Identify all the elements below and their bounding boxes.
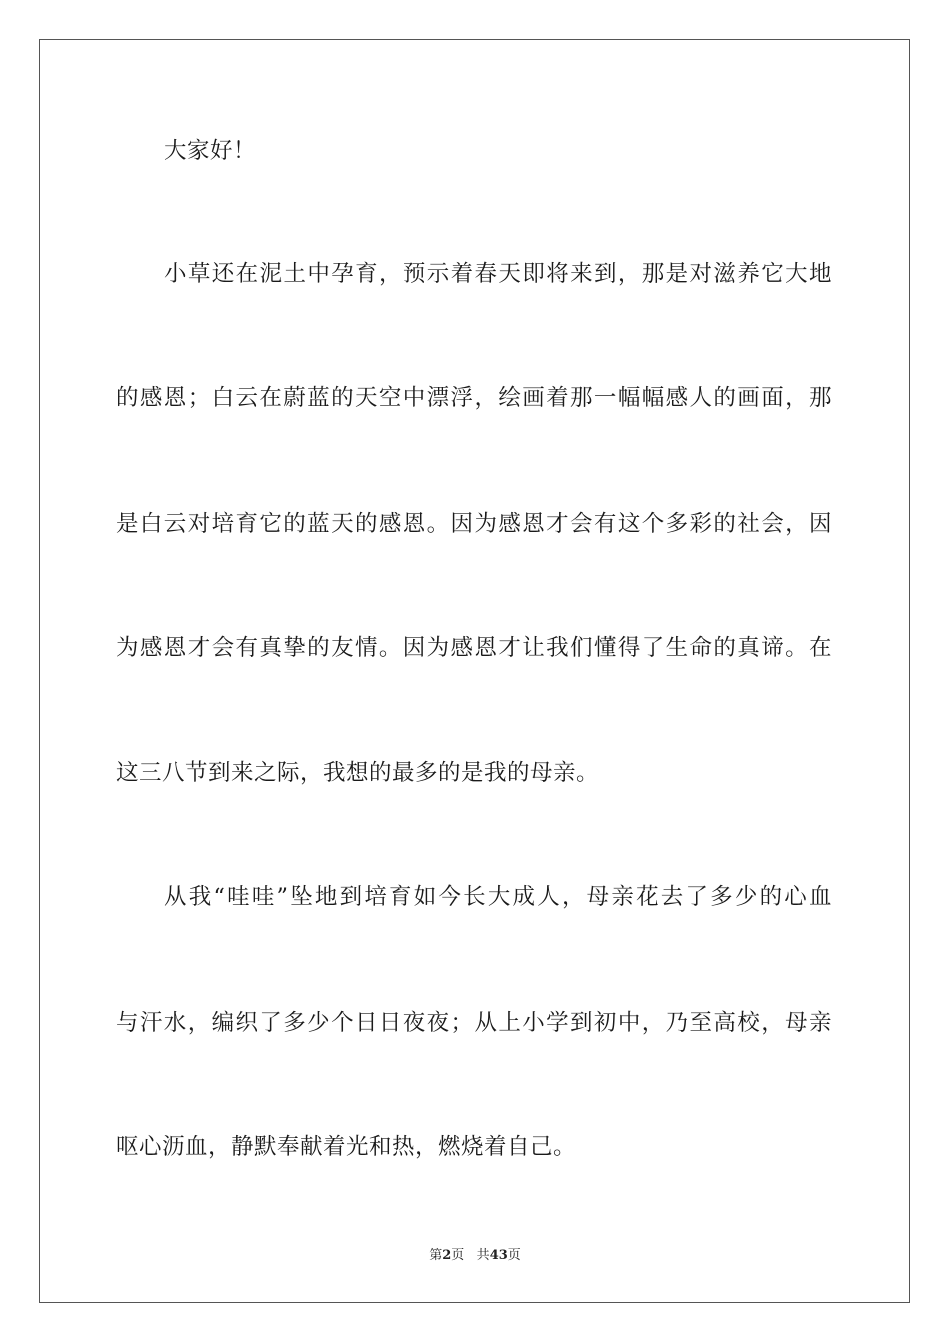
page-prefix: 第 — [429, 1248, 443, 1263]
paragraph-2-line-3: 呕心沥血，静默奉献着光和热，燃烧着自己。 — [116, 1134, 577, 1160]
paragraph-2-line-1: 从我“哇哇”坠地到培育如今长大成人，母亲花去了多少的心血 — [164, 884, 832, 910]
paragraph-2-line-2: 与汗水，编织了多少个日日夜夜；从上小学到初中，乃至高校，母亲 — [116, 1010, 832, 1036]
paragraph-1-line-3: 是白云对培育它的蓝天的感恩。因为感恩才会有这个多彩的社会，因 — [116, 511, 832, 537]
total-prefix: 共 — [476, 1248, 490, 1263]
paragraph-1-line-1: 小草还在泥土中孕育，预示着春天即将来到，那是对滋养它大地 — [164, 261, 832, 287]
page-footer — [0, 1247, 950, 1265]
paragraph-1-line-5: 这三八节到来之际，我想的最多的是我的母亲。 — [116, 760, 600, 786]
current-page-number: 2 — [442, 1248, 452, 1263]
paragraph-1-line-4: 为感恩才会有真挚的友情。因为感恩才让我们懂得了生命的真谛。在 — [116, 635, 832, 661]
total-suffix: 页 — [507, 1248, 521, 1263]
total-pages-number: 43 — [489, 1248, 508, 1263]
paragraph-1-line-2: 的感恩；白云在蔚蓝的天空中漂浮，绘画着那一幅幅感人的画面，那 — [116, 385, 832, 411]
greeting-line: 大家好！ — [164, 138, 257, 164]
page-suffix: 页 — [451, 1248, 465, 1263]
page-border — [39, 39, 910, 1303]
